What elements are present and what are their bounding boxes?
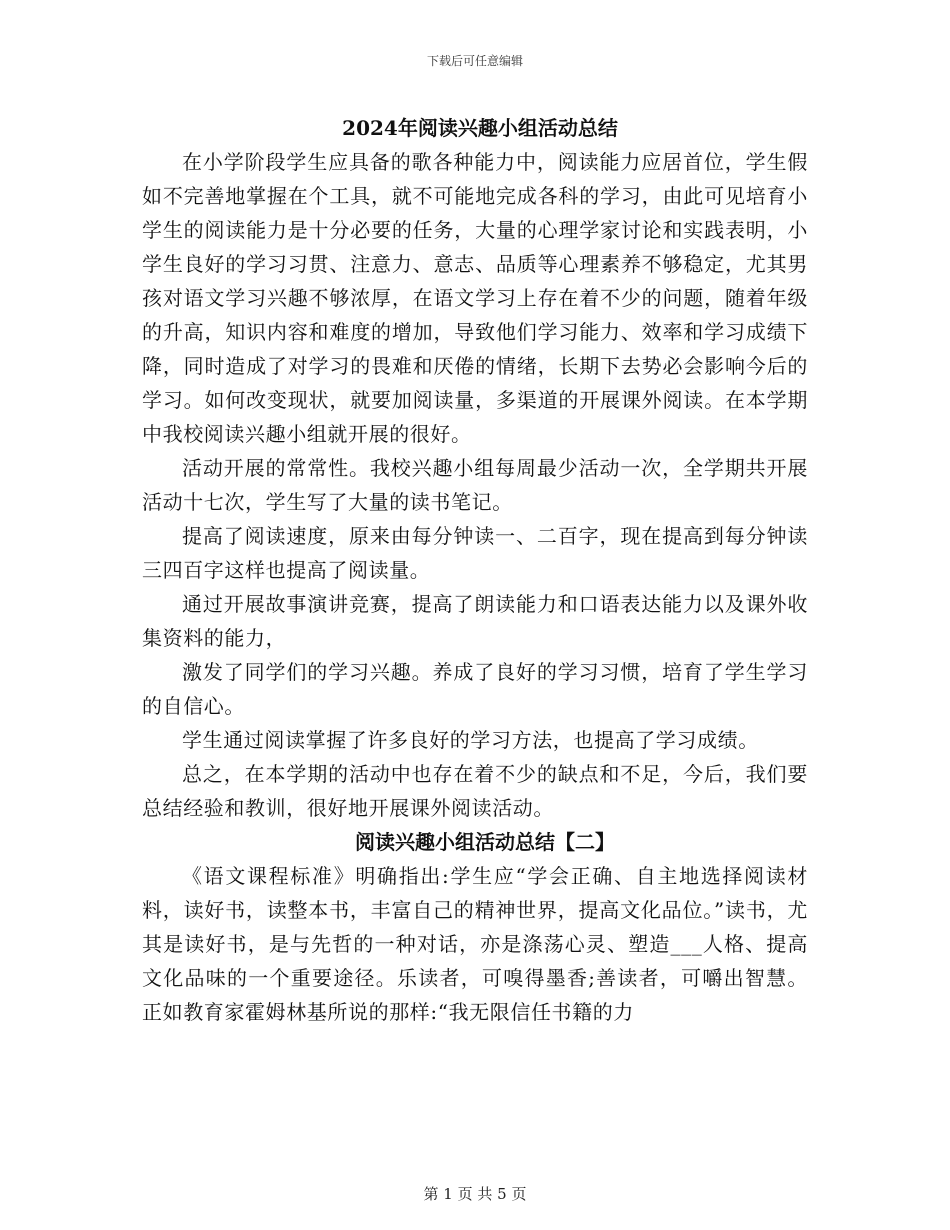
paragraph-intro: 在小学阶段学生应具备的歌各种能力中，阅读能力应居首位，学生假如不完善地掌握在个工具，就不可能地完成各科的学习，由此可见培育小学生的阅读能力是十分必要的任务，大量的心理学家讨论和实践表明，小学生良好的学习习贯、注意力、意志、品质等心理素养不够稳定，尤其男孩对语文学习兴趣不够浓厚，在语文学习上存在着不少的问题，随着年级的升高，知识内容和难度的增加，导致他们学习能力、效率和学习成绩下降，同时造成了对学习的畏难和厌倦的情绪，长期下去势必会影响今后的学习。如何改变现状，就要加阅读量，多渠道的开展课外阅读。在本学期中我校阅读兴趣小组就开展的很好。	[142, 150, 808, 446]
paragraph-methods: 学生通过阅读掌握了许多良好的学习方法，也提高了学习成绩。	[182, 728, 759, 752]
paragraph-reading-speed: 提高了阅读速度，原来由每分钟读一、二百字，现在提高到每分钟读三四百字这样也提高了阅读量。	[142, 524, 808, 582]
paragraph-interest: 激发了同学们的学习兴趣。养成了良好的学习习惯，培育了学生学习的自信心。	[142, 660, 808, 718]
paragraph-speech-contest: 通过开展故事演讲竞赛，提高了朗读能力和口语表达能力以及课外收集资料的能力，	[142, 592, 808, 650]
document-body	[142, 111, 808, 1029]
document-title: 2024年阅读兴趣小组活动总结	[342, 116, 618, 140]
page-header-note: 下载后可任意编辑	[426, 54, 523, 68]
paragraph-curriculum-standard: 《语文课程标准》明确指出:学生应“学会正确、自主地选择阅读材料，读好书，读整本书，丰富自己的精神世界，提高文化品位。”读书，尤其是读好书，是与先哲的一种对话，亦是涤荡心灵、塑造___人格、提高文化品味的一个重要途径。乐读者，可嗅得墨香;善读者，可嚼出智慧。正如教育家霍姆林基所说的那样:“我无限信任书籍的力	[142, 864, 808, 1024]
page-number: 第 1 页 共 5 页	[423, 1185, 527, 1203]
section-subtitle: 阅读兴趣小组活动总结【二】	[355, 830, 615, 854]
paragraph-conclusion: 总之，在本学期的活动中也存在着不少的缺点和不足，今后，我们要总结经验和教训，很好地开展课外阅读活动。	[142, 762, 808, 820]
paragraph-activity-frequency: 活动开展的常常性。我校兴趣小组每周最少活动一次，全学期共开展活动十七次，学生写了大量的读书笔记。	[142, 456, 808, 514]
